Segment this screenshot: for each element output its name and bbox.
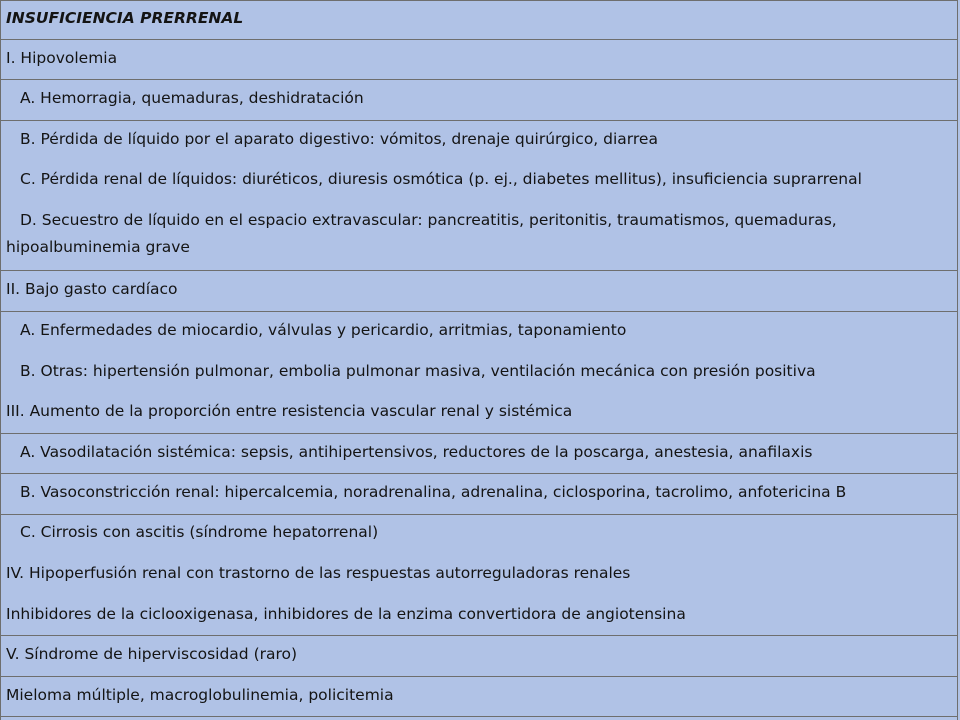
table-row — [1, 79, 957, 120]
section-heading: I. Hipovolemia — [6, 49, 118, 67]
list-item: B. Otras: hipertensión pulmonar, embolia pulmonar masiva, ventilación mecánica con presión positiva — [20, 362, 816, 380]
list-item: B. Vasoconstricción renal: hipercalcemia, noradrenalina, adrenalina, ciclosporina, tacrolimo, anfotericina B — [20, 483, 847, 501]
list-item: Inhibidores de la ciclooxigenasa, inhibidores de la enzima convertidora de angiotensina — [6, 605, 686, 623]
table-row — [1, 311, 957, 433]
list-item: C. Cirrosis con ascitis (síndrome hepatorrenal) — [20, 523, 379, 541]
table-row — [1, 39, 957, 80]
section-heading: II. Bajo gasto cardíaco — [6, 280, 178, 298]
table-row — [1, 635, 957, 676]
section-heading: IV. Hipoperfusión renal con trastorno de las respuestas autorreguladoras renales — [6, 564, 631, 582]
list-item: A. Hemorragia, quemaduras, deshidratación — [20, 89, 364, 107]
list-item: C. Pérdida renal de líquidos: diuréticos, diuresis osmótica (p. ej., diabetes mellitus), insuficiencia suprarrenal — [20, 170, 862, 188]
table-row — [1, 473, 957, 514]
table-title: INSUFICIENCIA PRERRENAL — [6, 9, 244, 27]
table-row — [1, 270, 957, 311]
section-heading: III. Aumento de la proporción entre resistencia vascular renal y sistémica — [6, 402, 573, 420]
table-row — [1, 433, 957, 474]
table-title-row — [1, 0, 957, 40]
list-item: D. Secuestro de líquido en el espacio extravascular: pancreatitis, peritonitis, traumatismos, quemaduras, — [20, 211, 837, 229]
section-heading: V. Síndrome de hiperviscosidad (raro) — [6, 645, 298, 663]
list-item: A. Enfermedades de miocardio, válvulas y pericardio, arritmias, taponamiento — [20, 321, 627, 339]
list-item-continuation: hipoalbuminemia grave — [6, 238, 190, 256]
list-item: A. Vasodilatación sistémica: sepsis, antihipertensivos, reductores de la poscarga, anestesia, anafilaxis — [20, 443, 813, 461]
list-item: B. Pérdida de líquido por el aparato digestivo: vómitos, drenaje quirúrgico, diarrea — [20, 130, 658, 148]
table-row — [1, 120, 957, 271]
table-row — [1, 514, 957, 636]
list-item: Mieloma múltiple, macroglobulinemia, policitemia — [6, 686, 394, 704]
table-row — [1, 676, 957, 717]
